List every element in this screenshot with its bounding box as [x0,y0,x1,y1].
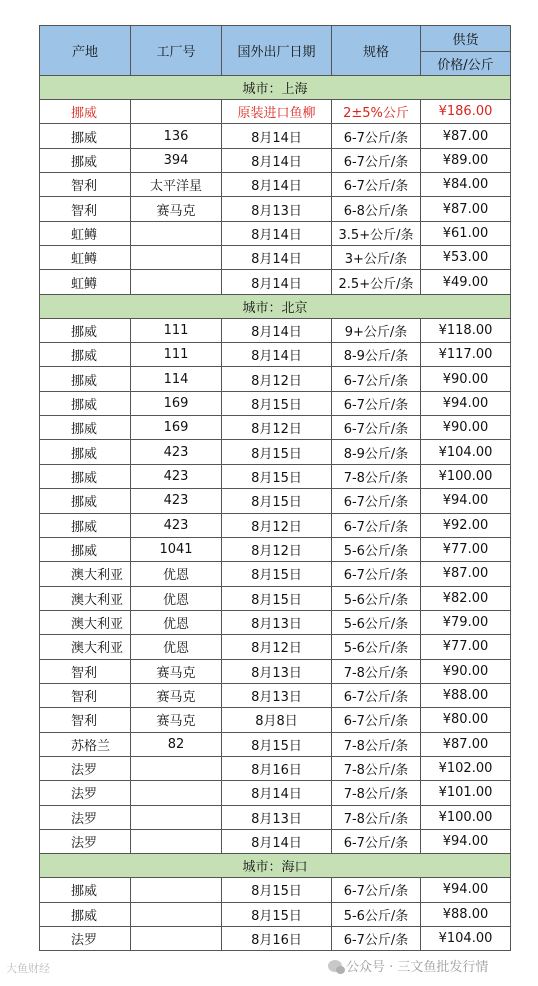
cell-date: 8月12日 [222,367,332,391]
cell-spec: 2±5%公斤 [332,100,421,124]
cell-spec: 6-7公斤/条 [332,927,421,951]
cell-price: ¥82.00 [421,586,511,610]
cell-price: ¥84.00 [421,173,511,197]
cell-date: 8月14日 [222,343,332,367]
cell-price: ¥90.00 [421,416,511,440]
cell-origin: 挪威 [40,100,131,124]
cell-spec: 6-7公斤/条 [332,829,421,853]
table-row [40,440,511,464]
cell-factory: 赛马克 [131,683,222,707]
wechat-icon [328,960,342,972]
cell-factory: 赛马克 [131,659,222,683]
cell-date: 8月15日 [222,440,332,464]
cell-price: ¥79.00 [421,610,511,634]
cell-date: 8月13日 [222,683,332,707]
cell-price: ¥102.00 [421,756,511,780]
cell-origin: 澳大利亚 [40,586,131,610]
cell-spec: 5-6公斤/条 [332,635,421,659]
cell-factory: 优恩 [131,635,222,659]
cell-price: ¥117.00 [421,343,511,367]
cell-spec: 6-7公斤/条 [332,878,421,902]
cell-date: 8月14日 [222,173,332,197]
table-row [40,659,511,683]
cell-origin: 澳大利亚 [40,562,131,586]
cell-price: ¥87.00 [421,562,511,586]
cell-date: 8月15日 [222,562,332,586]
header-date: 国外出厂日期 [222,26,332,76]
cell-price: ¥89.00 [421,148,511,172]
cell-spec: 5-6公斤/条 [332,902,421,926]
cell-spec: 5-6公斤/条 [332,537,421,561]
cell-date: 8月13日 [222,805,332,829]
table-row [40,756,511,780]
cell-date: 8月12日 [222,513,332,537]
cell-factory [131,221,222,245]
cell-date: 8月14日 [222,270,332,294]
cell-date: 8月15日 [222,902,332,926]
table-header [40,26,511,76]
cell-origin: 智利 [40,659,131,683]
cell-origin: 智利 [40,173,131,197]
cell-price: ¥77.00 [421,635,511,659]
city-row [40,294,511,318]
cell-date: 原装进口鱼柳 [222,100,332,124]
table-row [40,124,511,148]
cell-date: 8月14日 [222,246,332,270]
cell-factory: 赛马克 [131,197,222,221]
cell-price: ¥104.00 [421,440,511,464]
cell-origin: 挪威 [40,367,131,391]
city-label: 城市：海口 [40,854,511,878]
header-spec: 规格 [332,26,421,76]
cell-origin: 挪威 [40,124,131,148]
cell-origin: 虹鳟 [40,246,131,270]
cell-spec: 3.5+公斤/条 [332,221,421,245]
cell-factory: 423 [131,513,222,537]
cell-date: 8月14日 [222,829,332,853]
cell-factory [131,270,222,294]
table-row [40,391,511,415]
cell-factory [131,756,222,780]
table-row [40,173,511,197]
cell-factory [131,878,222,902]
header-supply: 供货 [421,26,511,52]
cell-origin: 挪威 [40,318,131,342]
table-row [40,781,511,805]
cell-spec: 2.5+公斤/条 [332,270,421,294]
cell-origin: 法罗 [40,781,131,805]
table-row [40,513,511,537]
cell-price: ¥186.00 [421,100,511,124]
cell-origin: 智利 [40,683,131,707]
table-row [40,610,511,634]
cell-origin: 虹鳟 [40,270,131,294]
cell-price: ¥87.00 [421,124,511,148]
table-row [40,221,511,245]
cell-date: 8月14日 [222,221,332,245]
table-row [40,318,511,342]
cell-date: 8月8日 [222,708,332,732]
cell-date: 8月14日 [222,781,332,805]
cell-origin: 法罗 [40,756,131,780]
table-row [40,416,511,440]
cell-origin: 虹鳟 [40,221,131,245]
header-factory: 工厂号 [131,26,222,76]
cell-date: 8月15日 [222,878,332,902]
cell-spec: 6-7公斤/条 [332,416,421,440]
cell-date: 8月14日 [222,124,332,148]
cell-spec: 7-8公斤/条 [332,732,421,756]
cell-factory: 169 [131,416,222,440]
table-row [40,270,511,294]
cell-date: 8月15日 [222,464,332,488]
cell-spec: 7-8公斤/条 [332,659,421,683]
cell-origin: 澳大利亚 [40,610,131,634]
cell-date: 8月12日 [222,635,332,659]
cell-date: 8月15日 [222,732,332,756]
cell-spec: 6-7公斤/条 [332,148,421,172]
cell-price: ¥94.00 [421,829,511,853]
cell-factory [131,100,222,124]
cell-origin: 智利 [40,197,131,221]
cell-factory [131,829,222,853]
cell-origin: 挪威 [40,537,131,561]
cell-date: 8月16日 [222,927,332,951]
table-row [40,829,511,853]
watermark-right-text: 公众号 · 三文鱼批发行情 [346,960,489,975]
table-row [40,805,511,829]
watermark-left: 大鱼财经 [6,962,50,975]
cell-spec: 7-8公斤/条 [332,464,421,488]
cell-price: ¥101.00 [421,781,511,805]
cell-origin: 苏格兰 [40,732,131,756]
cell-origin: 挪威 [40,878,131,902]
cell-date: 8月12日 [222,537,332,561]
cell-date: 8月13日 [222,197,332,221]
cell-factory: 111 [131,343,222,367]
cell-factory: 394 [131,148,222,172]
cell-factory: 114 [131,367,222,391]
cell-price: ¥77.00 [421,537,511,561]
table-row [40,343,511,367]
table-row [40,100,511,124]
city-row [40,854,511,878]
cell-date: 8月14日 [222,318,332,342]
cell-price: ¥94.00 [421,489,511,513]
cell-price: ¥88.00 [421,902,511,926]
table-row [40,562,511,586]
cell-factory: 136 [131,124,222,148]
table-row [40,489,511,513]
cell-origin: 挪威 [40,343,131,367]
cell-origin: 挪威 [40,489,131,513]
cell-factory: 优恩 [131,610,222,634]
cell-price: ¥94.00 [421,878,511,902]
cell-spec: 9+公斤/条 [332,318,421,342]
table-row [40,732,511,756]
price-table [39,25,511,951]
cell-origin: 智利 [40,708,131,732]
cell-origin: 挪威 [40,148,131,172]
cell-factory: 赛马克 [131,708,222,732]
cell-price: ¥104.00 [421,927,511,951]
cell-price: ¥118.00 [421,318,511,342]
city-label: 城市：北京 [40,294,511,318]
cell-date: 8月15日 [222,586,332,610]
cell-spec: 7-8公斤/条 [332,805,421,829]
cell-price: ¥88.00 [421,683,511,707]
cell-price: ¥94.00 [421,391,511,415]
cell-origin: 澳大利亚 [40,635,131,659]
cell-price: ¥80.00 [421,708,511,732]
cell-factory: 423 [131,464,222,488]
cell-date: 8月13日 [222,659,332,683]
cell-origin: 挪威 [40,464,131,488]
cell-factory: 423 [131,489,222,513]
cell-date: 8月13日 [222,610,332,634]
cell-price: ¥53.00 [421,246,511,270]
table-body [40,76,511,951]
cell-factory [131,805,222,829]
table-row [40,586,511,610]
cell-price: ¥61.00 [421,221,511,245]
cell-price: ¥87.00 [421,197,511,221]
cell-price: ¥100.00 [421,805,511,829]
watermark-right [328,956,488,975]
cell-origin: 挪威 [40,440,131,464]
cell-spec: 6-7公斤/条 [332,683,421,707]
table-row [40,635,511,659]
table-row [40,537,511,561]
cell-origin: 法罗 [40,805,131,829]
cell-spec: 8-9公斤/条 [332,440,421,464]
cell-spec: 6-7公斤/条 [332,708,421,732]
cell-price: ¥49.00 [421,270,511,294]
cell-spec: 6-8公斤/条 [332,197,421,221]
cell-date: 8月16日 [222,756,332,780]
table-row [40,246,511,270]
cell-spec: 6-7公斤/条 [332,173,421,197]
cell-price: ¥90.00 [421,659,511,683]
table-row [40,927,511,951]
cell-spec: 6-7公斤/条 [332,562,421,586]
cell-factory: 优恩 [131,562,222,586]
cell-origin: 挪威 [40,902,131,926]
cell-factory: 优恩 [131,586,222,610]
cell-factory [131,927,222,951]
header-price-unit: 价格/公斤 [421,52,511,76]
cell-spec: 6-7公斤/条 [332,124,421,148]
cell-factory: 1041 [131,537,222,561]
cell-spec: 7-8公斤/条 [332,781,421,805]
cell-factory [131,781,222,805]
cell-date: 8月15日 [222,489,332,513]
cell-price: ¥87.00 [421,732,511,756]
cell-origin: 挪威 [40,416,131,440]
cell-spec: 7-8公斤/条 [332,756,421,780]
cell-price: ¥90.00 [421,367,511,391]
cell-spec: 5-6公斤/条 [332,586,421,610]
cell-origin: 挪威 [40,513,131,537]
cell-factory: 169 [131,391,222,415]
cell-spec: 6-7公斤/条 [332,367,421,391]
table-row [40,902,511,926]
table-row [40,367,511,391]
cell-spec: 5-6公斤/条 [332,610,421,634]
cell-spec: 3+公斤/条 [332,246,421,270]
cell-factory [131,902,222,926]
cell-spec: 8-9公斤/条 [332,343,421,367]
table-row [40,197,511,221]
cell-factory: 111 [131,318,222,342]
cell-spec: 6-7公斤/条 [332,513,421,537]
cell-factory: 太平洋星 [131,173,222,197]
cell-factory: 423 [131,440,222,464]
cell-date: 8月12日 [222,416,332,440]
cell-price: ¥100.00 [421,464,511,488]
table-row [40,148,511,172]
cell-spec: 6-7公斤/条 [332,391,421,415]
cell-spec: 6-7公斤/条 [332,489,421,513]
cell-origin: 法罗 [40,927,131,951]
cell-price: ¥92.00 [421,513,511,537]
cell-origin: 法罗 [40,829,131,853]
table-row [40,708,511,732]
cell-date: 8月14日 [222,148,332,172]
cell-origin: 挪威 [40,391,131,415]
cell-date: 8月15日 [222,391,332,415]
cell-factory: 82 [131,732,222,756]
header-origin: 产地 [40,26,131,76]
city-row [40,76,511,100]
table-row [40,464,511,488]
table-row [40,878,511,902]
city-label: 城市：上海 [40,76,511,100]
table-row [40,683,511,707]
cell-factory [131,246,222,270]
